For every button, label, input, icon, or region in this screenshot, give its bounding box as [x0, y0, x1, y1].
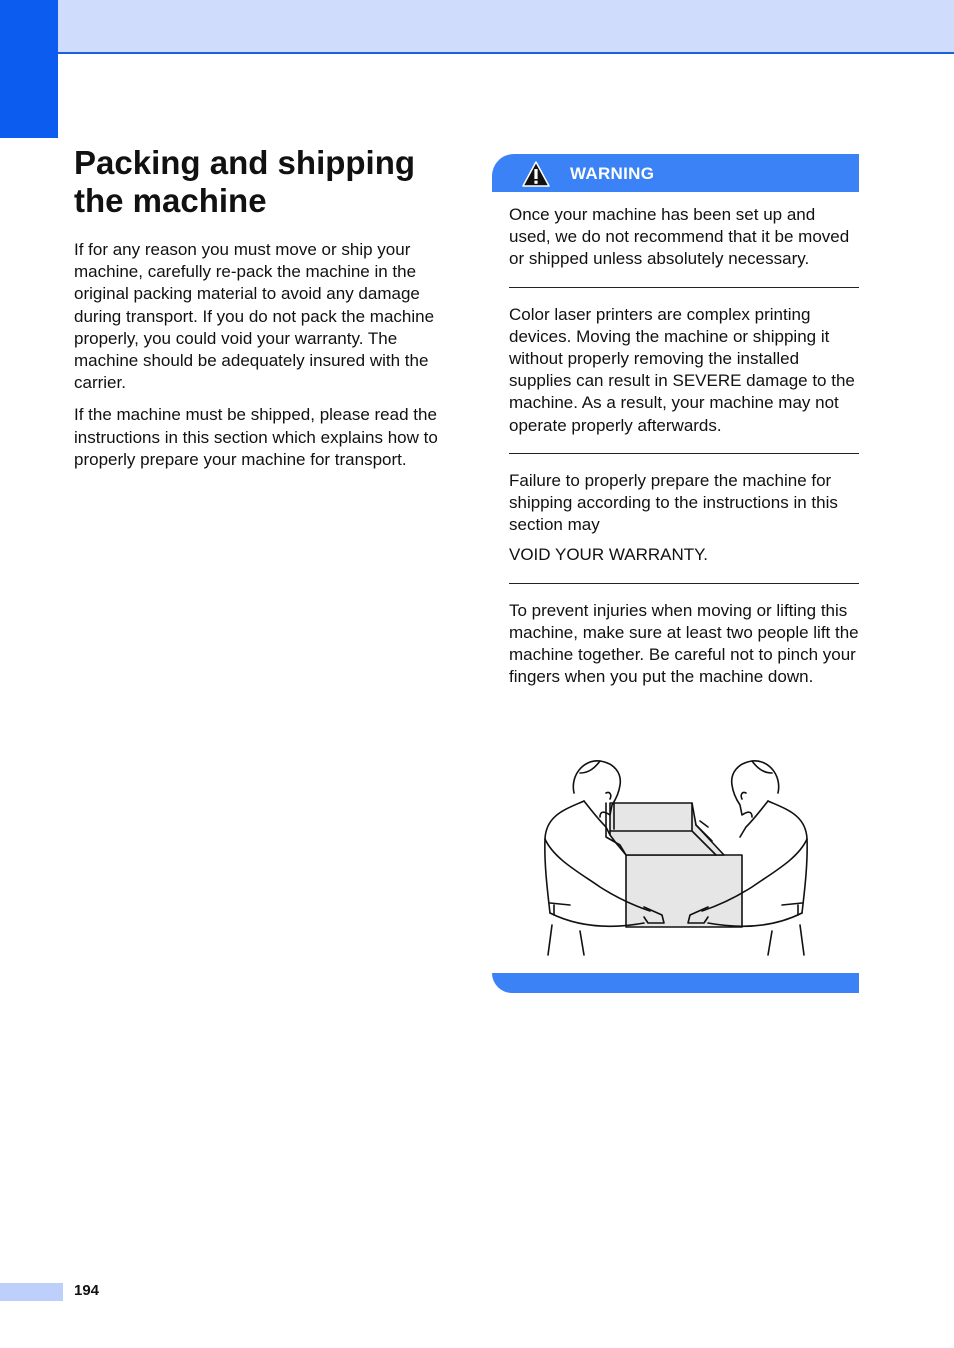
intro-column	[74, 239, 444, 481]
warning-header	[492, 154, 859, 192]
warning-block	[509, 600, 859, 705]
two-people-lifting-machine-illustration	[540, 755, 812, 960]
warning-text: Color laser printers are complex printing devices. Moving the machine or shipping it without properly removing the installed supplies can result in SEVERE damage to the machine. As a result, your machine may not operate properly afterwards.	[509, 304, 855, 435]
chapter-tab	[0, 0, 58, 138]
warning-triangle-icon	[522, 161, 550, 187]
page-number-tab	[0, 1283, 63, 1301]
warning-block	[509, 470, 859, 584]
page-number: 194	[74, 1282, 100, 1299]
intro-paragraph: If for any reason you must move or ship your machine, carefully re-pack the machine in the original packing material to avoid any damage during transport. If you do not pack the machine properly, you could void your warranty. The machine should be adequately insured with the carrier.	[74, 240, 435, 393]
page-title: Packing and shipping the machine	[74, 144, 416, 219]
warning-block	[509, 204, 859, 288]
warning-block	[509, 304, 859, 454]
warning-label: WARNING	[570, 164, 655, 183]
machine-drawing	[606, 803, 742, 927]
warning-body	[509, 204, 859, 704]
warning-text: Failure to properly prepare the machine for shipping according to the instructions in this section may	[509, 470, 838, 535]
warning-footer	[492, 973, 859, 993]
intro-paragraph: If the machine must be shipped, please read the instructions in this section which explains how to properly prepare your machine for transport.	[74, 405, 438, 469]
warning-text: VOID YOUR WARRANTY.	[509, 545, 708, 565]
warning-text: To prevent injuries when moving or lifting this machine, make sure at least two people lift the machine together. Be careful not to pinch your fingers when you put the machine down.	[509, 600, 859, 687]
warning-text: Once your machine has been set up and used, we do not recommend that it be moved or shipped unless absolutely necessary.	[509, 205, 850, 269]
header-band	[58, 0, 954, 54]
